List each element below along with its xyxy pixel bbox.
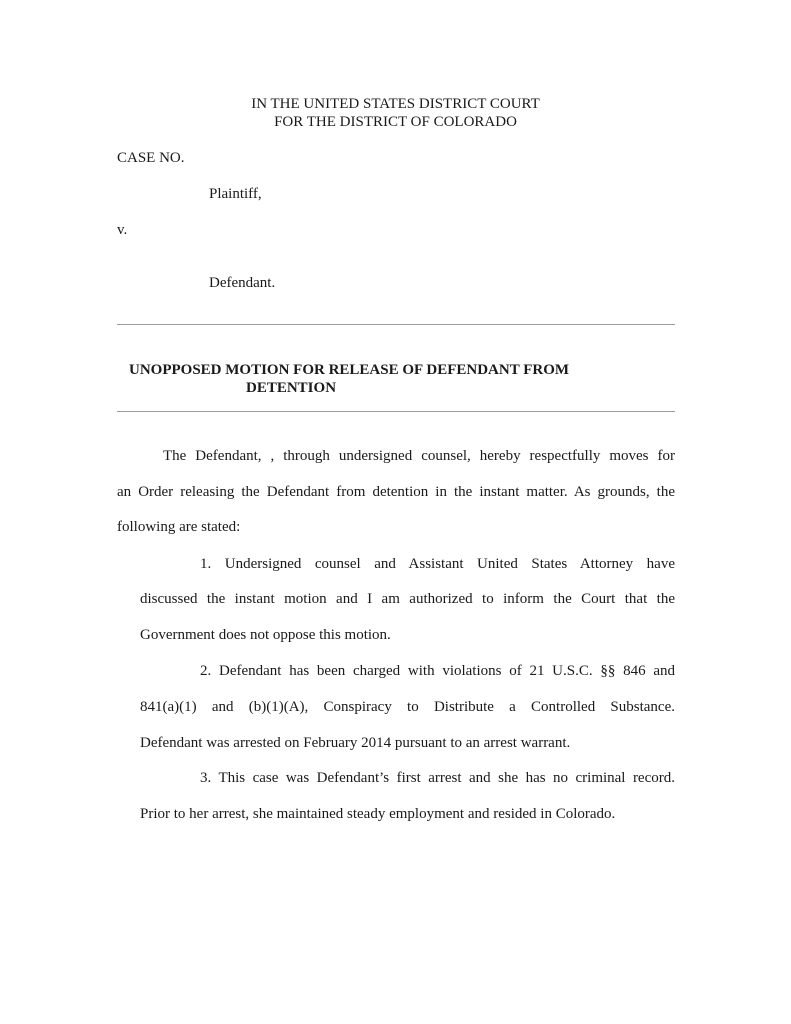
title-divider-bottom bbox=[117, 411, 675, 412]
motion-title-line-1: UNOPPOSED MOTION FOR RELEASE OF DEFENDANT FROM bbox=[129, 362, 570, 378]
item-1-line-2: discussed the instant motion and I am authorized to inform the Court that the bbox=[140, 591, 675, 607]
defendant-label: Defendant. bbox=[209, 275, 276, 291]
court-name-line-1: IN THE UNITED STATES DISTRICT COURT bbox=[251, 96, 540, 112]
item-2-line-2: 841(a)(1) and (b)(1)(A), Conspiracy to Distribute a Controlled Substance. bbox=[140, 699, 675, 715]
intro-line-2: an Order releasing the Defendant from detention in the instant matter. As grounds, the bbox=[117, 484, 675, 500]
caption-divider-top bbox=[117, 324, 675, 325]
intro-line-3: following are stated: bbox=[117, 519, 241, 535]
item-2-line-1: 2. Defendant has been charged with violations of 21 U.S.C. §§ 846 and bbox=[200, 663, 675, 679]
court-name-line-2: FOR THE DISTRICT OF COLORADO bbox=[274, 114, 517, 130]
item-2-line-3: Defendant was arrested on February 2014 pursuant to an arrest warrant. bbox=[140, 735, 571, 751]
motion-title-line-2: DETENTION bbox=[246, 380, 337, 396]
versus-label: v. bbox=[117, 222, 128, 238]
item-1-line-1: 1. Undersigned counsel and Assistant United States Attorney have bbox=[200, 556, 675, 572]
item-1-line-3: Government does not oppose this motion. bbox=[140, 627, 391, 643]
item-3-line-1: 3. This case was Defendant’s first arrest and she has no criminal record. bbox=[200, 770, 675, 786]
case-number-label: CASE NO. bbox=[117, 150, 185, 166]
intro-line-1: The Defendant, , through undersigned counsel, hereby respectfully moves for bbox=[163, 448, 675, 464]
item-3-line-2: Prior to her arrest, she maintained steady employment and resided in Colorado. bbox=[140, 806, 616, 822]
plaintiff-label: Plaintiff, bbox=[209, 186, 262, 202]
